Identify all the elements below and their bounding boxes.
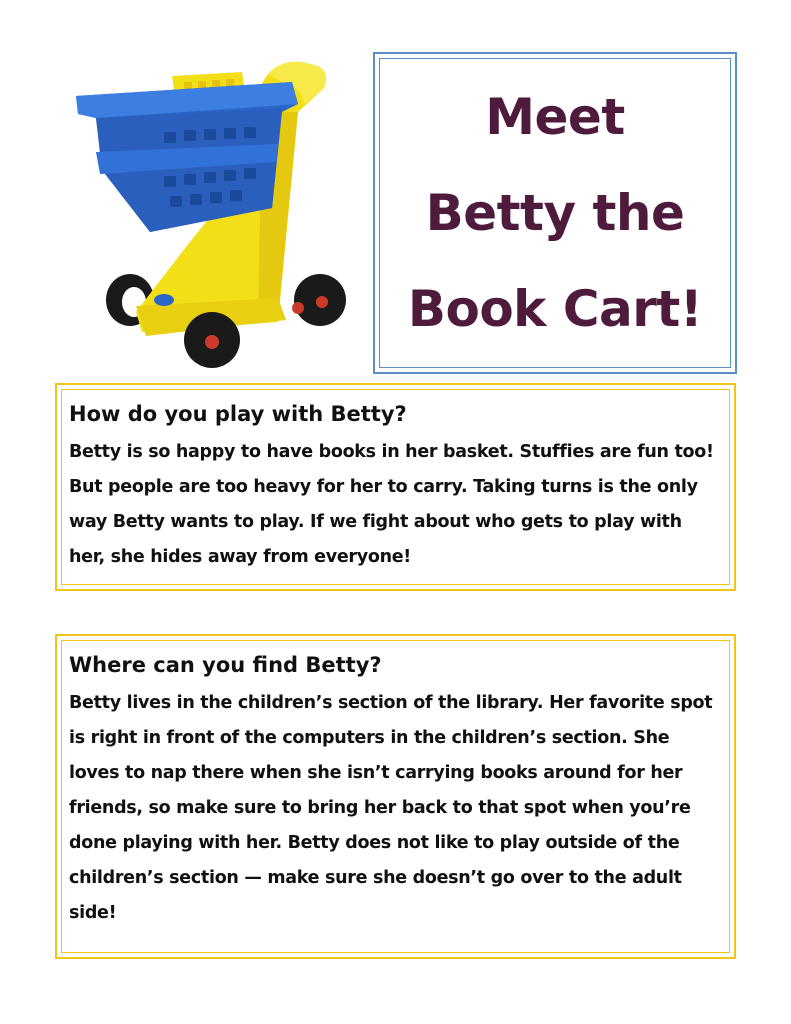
section-heading: How do you play with Betty? — [69, 402, 407, 426]
title-box — [373, 52, 737, 374]
toy-shopping-cart-image — [72, 52, 362, 370]
how-to-play-section — [55, 383, 736, 591]
section-body: Betty is so happy to have books in her basket. Stuffies are fun too! But people are too heavy for her to carry. Taking turns is the only way Betty wants to play. If we fight about who gets to play with her, she hides away from everyone! — [69, 442, 714, 567]
title-line-1: Meet — [485, 88, 625, 146]
toy-shopping-cart-icon — [72, 52, 362, 370]
section-heading: Where can you find Betty? — [69, 653, 382, 677]
title-line-2: Betty the — [425, 184, 685, 242]
section-body: Betty lives in the children’s section of the library. Her favorite spot is right in front of the computers in the children’s section. She loves to nap there when she isn’t carrying books around for her friends, so make sure to bring her back to that spot when you’re done playing with her. Betty does not like to play outside of the children’s section — make sure she doesn’t go over to the adult side! — [69, 693, 713, 923]
title-line-3: Book Cart! — [407, 280, 703, 338]
where-to-find-section — [55, 634, 736, 959]
